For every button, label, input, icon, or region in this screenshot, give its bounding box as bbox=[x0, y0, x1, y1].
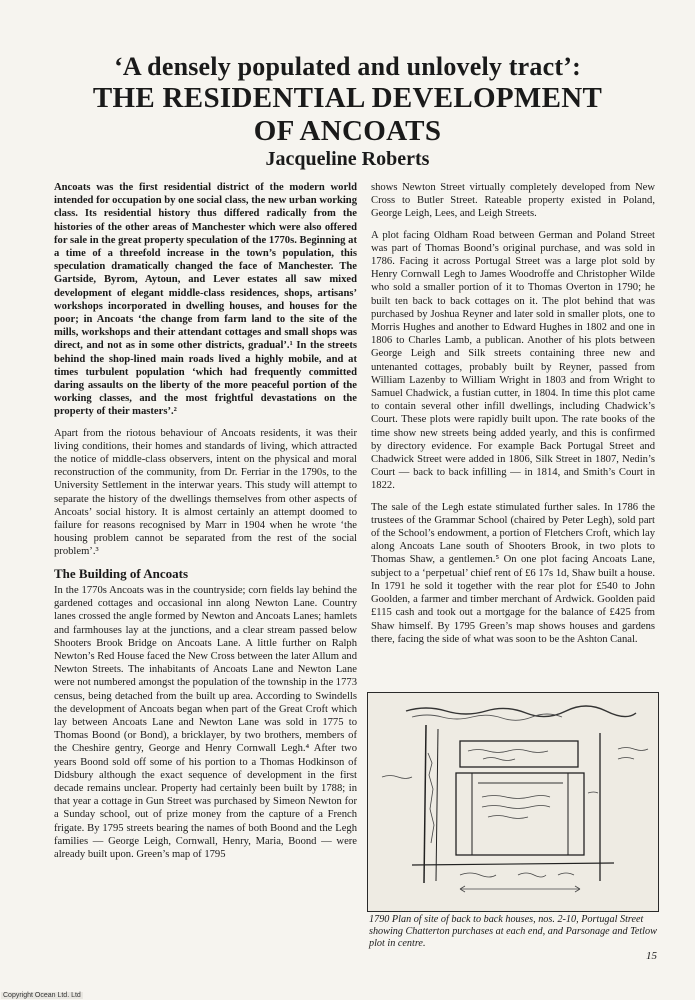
right-paragraph-2: A plot facing Oldham Road between German and Poland Street was part of Thomas Boond’s original purchase, and was sold in 1786. Facing it across Portugal Street was a large plot sold by Henry Cornwall Legh to James Woodroffe and Christopher Wilde who sold a smaller portion of it to Thomas Overton in 1790; he built ten back to back cottages on it. The plot behind that was purchased by Joshua Reyner and later sold in smaller plots, one to Morris Hughes and another to Edward Hughes in 1802 and one in 1806 to Charles Lamb, a publican. Another of his plots between George Leigh and Silk streets containing three new and untenanted cottages, probably built by Reyner, passed from William Lazenby to William Wright in 1803 and from Wright to Samuel Chadwick, a fustian cutter, in 1804. In time this plot came to contain several other infill dwellings, including Chadwick’s Court. These plots were rapidly built upon. The rate books of the time show new streets being added yearly, and this is confirmed by directory evidence. For example Back Portugal Street and Chadwick Street were added in 1806, Silk Street in 1807, Nedin’s Court — back to back infilling — in 1814, and Smith’s Court in 1822. bbox=[371, 229, 655, 492]
body-paragraph-3: In the 1770s Ancoats was in the countryside; corn fields lay behind the gardened cottages and occasional inn along Newton Lane. Country lanes crossed the angle formed by Newton and Ancoats Lanes; hamlets and farmhouses lay at the junctions, and a clear stream passed below Shooters Brook Bridge on Ancoats Lane. A little further on Ralph Newton’s Red House faced the New Cross between the later Allum and Newton Streets. The inhabitants of Ancoats Lane and Newton Lane were not numbered amongst the population of the township in the 1773 census, being detached from the built up area. According to Swindells the development of Ancoats began when part of the Great Croft which lay between Ancoats Lane and Newton Lane was sold in 1775 to Thomas Boond (or Bond), a bricklayer, by two brothers, members of the Cheshire gentry, George and Henry Cornwall Legh.⁴ After two years Boond sold off some of his portion to a Thomas Hodkinson of Didsbury although the exact sequence of development in the first decade remains unclear. Property had certainly been built by 1788; in that year a cottage in Gun Street was purchased by Simeon Newton for a Sunday school, out of prize money from the capture of a French frigate. By 1795 streets bearing the names of both Boond and the Legh families — George Leigh, Cornwall, Henry, Maria, Boond — were already built upon. Green’s map of 1795 bbox=[54, 584, 357, 860]
right-column bbox=[371, 181, 655, 654]
title-line-3: OF ANCOATS bbox=[253, 115, 442, 147]
article-title bbox=[0, 52, 695, 148]
author-byline: Jacqueline Roberts bbox=[265, 148, 430, 170]
left-column bbox=[54, 181, 357, 869]
right-paragraph-3: The sale of the Legh estate stimulated further sales. In 1786 the trustees of the Grammar School (chaired by Peter Legh), sold part of the School’s endowment, a portion of Fletchers Croft, which lay along Ancoats Lane south of Shooters Brook, in two plots to Thomas Shaw, a gentlemen.⁵ On one plot facing Ancoats Lane, subject to a ‘perpetual’ chief rent of £6 17s 1d, Shaw built a house. In 1791 he sold it together with the rear plot for £540 to John Goolden, a farmer and timber merchant of Ardwick. Goolden paid £115 cash and took out a mortgage for the balance of £425 from Shaw himself. By 1795 Green’s map shows houses and gardens there, facing the side of what was soon to be the Ashton Canal. bbox=[371, 501, 655, 645]
handwritten-plan-drawing bbox=[368, 693, 658, 911]
title-line-2: THE RESIDENTIAL DEVELOPMENT bbox=[92, 82, 603, 114]
intro-paragraph: Ancoats was the first residential district of the modern world intended for occupation by one social class, the new urban working class. Its residential history thus differed radically from the histories of the other areas of Manchester which were also offered for sale in the great property speculation of the 1770s. Beginning at a time of a threefold increase in the town’s population, this speculation dramatically changed the face of Manchester. The Gartside, Byrom, Aytoun, and Lever estates all saw mixed development of elegant middle-class residences, shops, artisans’ workshops incorporated in dwelling houses, and houses for the poor; in Ancoats ‘the change from farm land to the site of the mills, workshops and their attendant cottages and small shops was direct, and not as in some other districts, gradual’.¹ In the streets behind the shop-lined main roads lived a highly mobile, and at times turbulent population ‘which had frequently committed daring assaults on the liberty of the more peaceful portion of the working classes, and the most frightful devastations on the property of their masters’.² bbox=[54, 182, 357, 418]
page-number: 15 bbox=[646, 950, 657, 962]
right-paragraph-1: shows Newton Street virtually completely developed from New Cross to Butler Street. Rateable property existed in Poland, George Leigh, Lees, and Leigh Streets. bbox=[371, 182, 655, 220]
figure-caption: 1790 Plan of site of back to back houses, nos. 2-10, Portugal Street showing Chatterton purchases at each end, and Parsonage and Tetlow plot in centre. bbox=[369, 914, 657, 949]
copyright-watermark: Copyright Ocean Ltd. Ltd bbox=[3, 992, 81, 999]
body-paragraph-2: Apart from the riotous behaviour of Ancoats residents, it was their living conditions, their homes and standards of living, which attracted the notice of middle-class observers, intent on the physical and moral reconstruction of the community, from Dr. Ferriar in the 1790s, to the University Settlement in the interwar years. This study will attempt to separate the history of the dwellings themselves from other aspects of Ancoats’ social history. It is almost certainly an attempt doomed to failure for reasons recognised by Marr in 1904 when he wrote ‘the housing problem cannot be separated from the rest of the social problem’.³ bbox=[54, 427, 357, 558]
title-line-1: ‘A densely populated and unlovely tract’: bbox=[114, 52, 581, 81]
historic-plan-image bbox=[367, 692, 659, 912]
section-heading: The Building of Ancoats bbox=[54, 565, 189, 581]
